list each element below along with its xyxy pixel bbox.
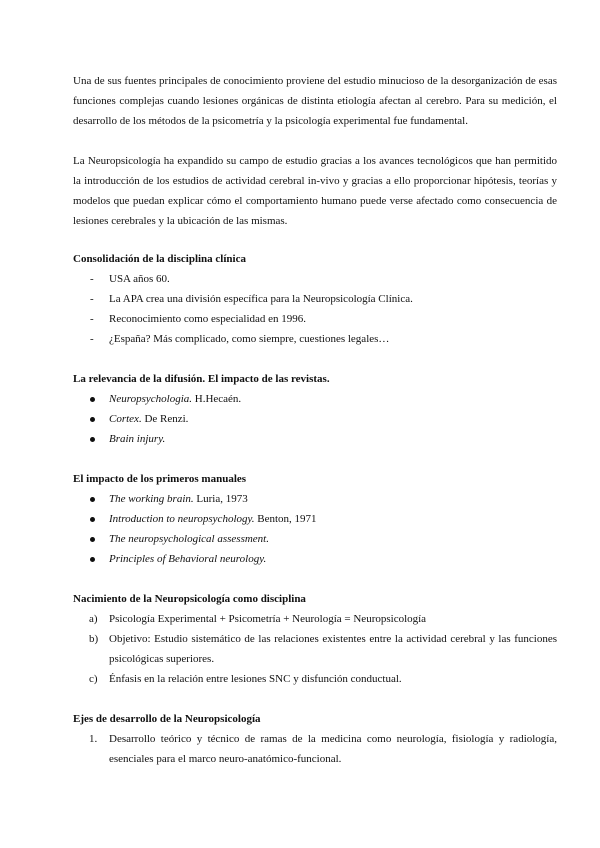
- dash-marker: -: [90, 293, 94, 305]
- list-item: The working brain. Luria, 1973: [73, 489, 557, 509]
- list-item: The neuropsychological assessment.: [73, 529, 557, 549]
- bullet-icon: [90, 557, 95, 562]
- list-marker: b): [89, 633, 99, 645]
- list-item: - La APA crea una división específica para la Neuropsicología Clínica.: [73, 289, 557, 309]
- list-marker: 1.: [89, 733, 98, 745]
- list-item: - ¿España? Más complicado, como siempre, cuestiones legales…: [73, 329, 557, 349]
- bullet-icon: [90, 397, 95, 402]
- heading-manuales: El impacto de los primeros manuales: [73, 473, 247, 485]
- list-item: 1. Desarrollo teórico y técnico de ramas de la medicina como neurología, fisiología y radiología, esenciales para el marco neuro-anatómico-funcional.: [73, 729, 557, 769]
- heading-ejes: Ejes de desarrollo de la Neuropsicología: [73, 713, 261, 725]
- dash-marker: -: [90, 333, 94, 345]
- list-manuales: [73, 489, 557, 569]
- heading-nacimiento: Nacimiento de la Neuropsicología como disciplina: [73, 593, 306, 605]
- bullet-icon: [90, 537, 95, 542]
- list-marker: c): [89, 673, 98, 685]
- bullet-icon: [90, 437, 95, 442]
- list-item: a) Psicología Experimental + Psicometría + Neurología = Neuropsicología: [73, 609, 557, 629]
- bullet-icon: [90, 497, 95, 502]
- intro-paragraph-1: Una de sus fuentes principales de conocimiento proviene del estudio minucioso de la desorganización de esas funciones complejas cuando lesiones orgánicas de distinta etiología afectan al cerebro. Para su medición, el desarrollo de los métodos de la psicometría y la psicología experimental fue fundamental.: [73, 75, 557, 127]
- list-item: c) Énfasis en la relación entre lesiones SNC y disfunción conductual.: [73, 669, 557, 689]
- list-item: - USA años 60.: [73, 269, 557, 289]
- list-item: b) Objetivo: Estudio sistemático de las relaciones existentes entre la actividad cerebral y las funciones psicológicas superiores.: [73, 629, 557, 669]
- bullet-icon: [90, 417, 95, 422]
- intro-paragraph-2: La Neuropsicología ha expandido su campo de estudio gracias a los avances tecnológicos que han permitido la introducción de los estudios de actividad cerebral in-vivo y gracias a ello proporcionar hipótesis, teorías y modelos que puedan explicar cómo el comportamiento humano puede verse afectado como consecuencia de lesiones cerebrales y la ubicación de las mismas.: [73, 155, 557, 227]
- list-consolidacion: [73, 269, 557, 349]
- list-item: Brain injury.: [73, 429, 557, 449]
- heading-revistas: La relevancia de la difusión. El impacto de las revistas.: [73, 373, 330, 385]
- list-item: Introduction to neuropsychology. Benton, 1971: [73, 509, 557, 529]
- heading-consolidacion: Consolidación de la disciplina clínica: [73, 253, 246, 265]
- list-item: Principles of Behavioral neurology.: [73, 549, 557, 569]
- dash-marker: -: [90, 273, 94, 285]
- dash-marker: -: [90, 313, 94, 325]
- list-marker: a): [89, 613, 98, 625]
- list-item: Cortex. De Renzi.: [73, 409, 557, 429]
- list-item: Neuropsychologia. H.Hecaén.: [73, 389, 557, 409]
- list-revistas: [73, 389, 557, 449]
- list-ejes: [73, 729, 557, 769]
- list-item: - Reconocimiento como especialidad en 1996.: [73, 309, 557, 329]
- bullet-icon: [90, 517, 95, 522]
- list-nacimiento: [73, 609, 557, 689]
